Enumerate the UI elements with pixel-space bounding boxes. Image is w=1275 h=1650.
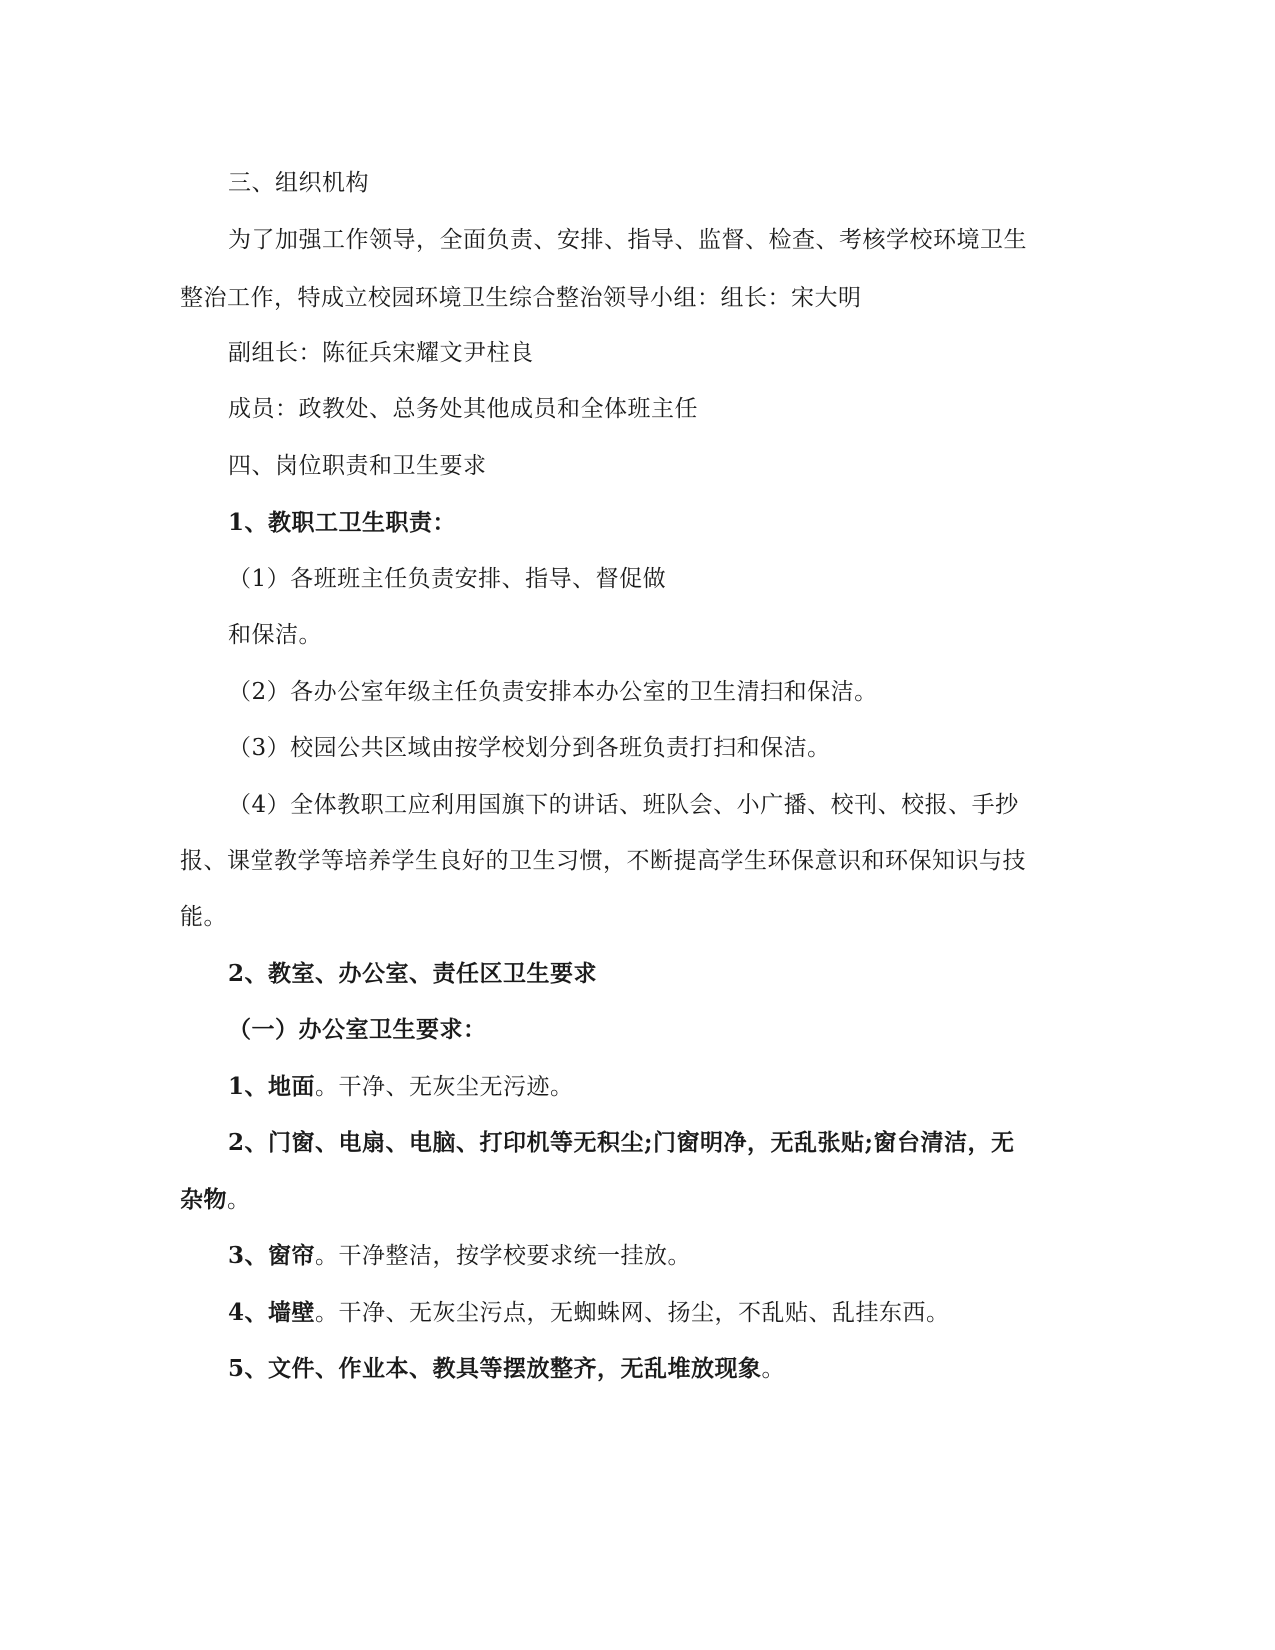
leadership-paragraph-line-2: 整治工作，特成立校园环境卫生综合整治领导小组：组长：宋大明 — [180, 285, 862, 311]
requirement-2-line-1: 2、门窗、电扇、电脑、打印机等无积尘;门窗明净，无乱张贴;窗台清洁，无 — [228, 1129, 1015, 1156]
requirement-3-label: 3、窗帘 — [228, 1242, 316, 1269]
duty-4-line-2: 报、课堂教学等培养学生良好的卫生习惯，不断提高学生环保意识和环保知识与技 — [180, 848, 1026, 874]
duty-3: （3）校园公共区域由按学校划分到各班负责打扫和保洁。 — [228, 735, 831, 761]
requirement-1 — [228, 1072, 574, 1102]
requirement-5-label: 5、文件、作业本、教具等摆放整齐，无乱堆放现象 — [228, 1355, 762, 1382]
requirement-2-tail-label: 杂物 — [180, 1186, 227, 1213]
requirement-1-label: 1、地面 — [228, 1073, 316, 1100]
duty-2: （2）各办公室年级主任负责安排本办公室的卫生清扫和保洁。 — [228, 679, 878, 705]
requirement-4 — [228, 1298, 950, 1328]
leadership-paragraph-line-1: 为了加强工作领导，全面负责、安排、指导、监督、检查、考核学校环境卫生 — [228, 227, 1027, 253]
duty-4-line-3: 能。 — [180, 904, 227, 930]
duty-1-line-2: 和保洁。 — [228, 622, 322, 648]
requirement-3-text: 。干净整洁，按学校要求统一挂放。 — [315, 1243, 692, 1269]
area-requirements-heading: 2、教室、办公室、责任区卫生要求 — [228, 960, 598, 987]
requirement-2-tail-text: 。 — [227, 1187, 251, 1213]
duty-4-line-1: （4）全体教职工应利用国旗下的讲话、班队会、小广播、校刊、校报、手抄 — [228, 792, 1019, 818]
office-requirements-heading: （一）办公室卫生要求： — [228, 1016, 487, 1043]
section-three-heading: 三、组织机构 — [228, 170, 369, 196]
requirement-3 — [228, 1241, 691, 1271]
duty-1-line-1: （1）各班班主任负责安排、指导、督促做 — [228, 566, 667, 592]
members-text: 成员：政教处、总务处其他成员和全体班主任 — [228, 396, 698, 422]
section-four-heading: 四、岗位职责和卫生要求 — [228, 453, 487, 479]
requirement-2-line-2 — [180, 1185, 251, 1215]
requirement-5 — [228, 1354, 785, 1384]
requirement-1-text: 。干净、无灰尘无污迹。 — [315, 1074, 574, 1100]
requirement-4-text: 。干净、无灰尘污点，无蜘蛛网、扬尘，不乱贴、乱挂东西。 — [315, 1300, 950, 1326]
vice-leaders-text: 副组长：陈征兵宋耀文尹柱良 — [228, 340, 534, 366]
requirement-5-text: 。 — [761, 1356, 786, 1382]
staff-duties-heading: 1、教职工卫生职责： — [228, 509, 457, 536]
requirement-4-label: 4、墙壁 — [228, 1299, 316, 1326]
